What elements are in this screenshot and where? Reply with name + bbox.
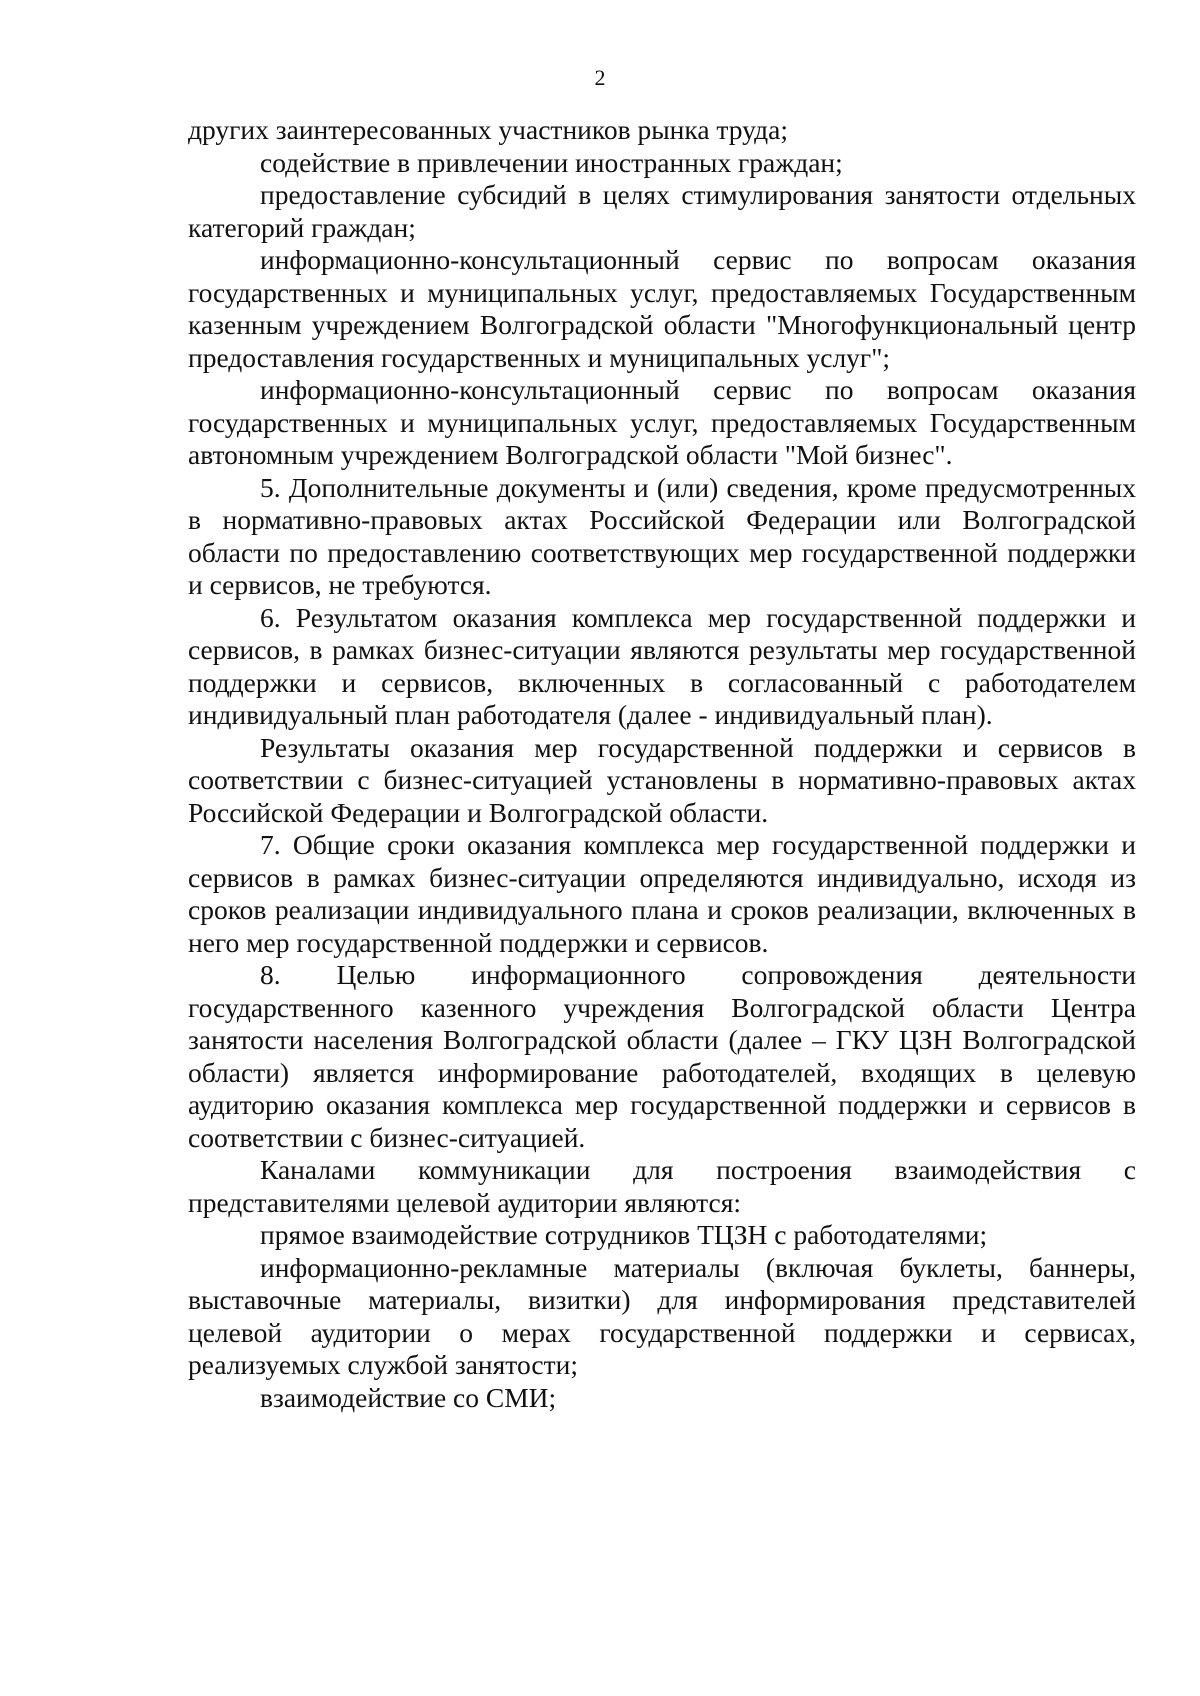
document-body: [188, 114, 1136, 1414]
paragraph-section-5: 5. Дополнительные документы и (или) сведения, кроме предусмотренных в нормативно-правовых актах Российской Федерации или Волгоградской области по предоставлению соответствующих мер государственной поддержки и сервисов, не требуются.: [188, 471, 1136, 600]
paragraph-list-item: информационно-консультационный сервис по вопросам оказания государственных и муниципальных услуг, предоставляемых Государственным казенным учреждением Волгоградской области "Многофункциональный центр предоставления государственных и муниципальных услуг";: [188, 244, 1136, 373]
paragraph-section-8: 8. Целью информационного сопровождения деятельности государственного казенного учреждения Волгоградской области Центра занятости населения Волгоградской области (далее – ГКУ ЦЗН Волгоградской области) является информирование работодателей, входящих в целевую аудиторию оказания комплекса мер государственной поддержки и сервисов в соответствии с бизнес-ситуацией.: [188, 959, 1136, 1153]
paragraph-section-7: 7. Общие сроки оказания комплекса мер государственной поддержки и сервисов в рамках бизнес-ситуации определяются индивидуально, исходя из сроков реализации индивидуального плана и сроков реализации, включенных в него мер государственной поддержки и сервисов.: [188, 829, 1136, 958]
page-number: 2: [594, 65, 606, 90]
paragraph-channels: Каналами коммуникации для построения взаимодействия с представителями целевой аудитории являются:: [188, 1154, 1136, 1218]
paragraph-list-item: прямое взаимодействие сотрудников ТЦЗН с работодателями;: [260, 1219, 988, 1250]
paragraph-list-item: содействие в привлечении иностранных граждан;: [260, 146, 843, 178]
paragraph-section-6: 6. Результатом оказания комплекса мер государственной поддержки и сервисов, в рамках бизнес-ситуации являются результаты мер государственной поддержки и сервисов, включенных в согласованный с работодателем индивидуальный план работодателя (далее - индивидуальный план).: [188, 601, 1136, 730]
paragraph-list-item: предоставление субсидий в целях стимулирования занятости отдельных категорий граждан;: [188, 179, 1136, 243]
paragraph-continuation: других заинтересованных участников рынка труда;: [188, 114, 789, 145]
paragraph-list-item: информационно-рекламные материалы (включая буклеты, баннеры, выставочные материалы, визитки) для информирования представителей целевой аудитории о мерах государственной поддержки и сервисах, реализуемых службой занятости;: [188, 1251, 1136, 1380]
paragraph-list-item: взаимодействие со СМИ;: [260, 1381, 557, 1413]
paragraph-list-item: информационно-консультационный сервис по вопросам оказания государственных и муниципальных услуг, предоставляемых Государственным автономным учреждением Волгоградской области "Мой бизнес".: [188, 374, 1136, 470]
paragraph-results: Результаты оказания мер государственной поддержки и сервисов в соответствии с бизнес-ситуацией установлены в нормативно-правовых актах Российской Федерации и Волгоградской области.: [188, 731, 1136, 828]
